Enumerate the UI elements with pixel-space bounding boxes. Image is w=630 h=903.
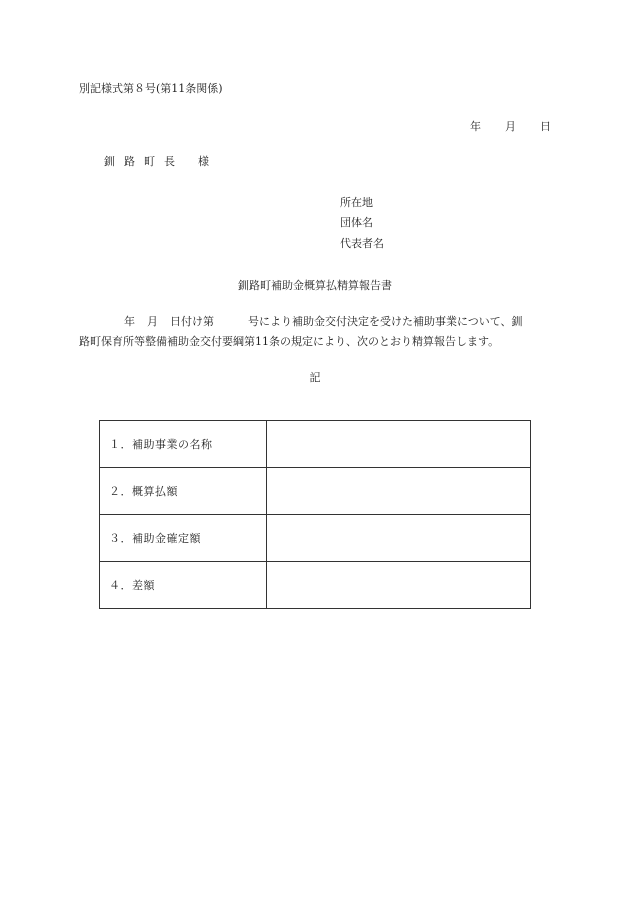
addressee-suffix: 様: [198, 155, 218, 168]
row-label: ４．差額: [100, 562, 267, 609]
body-year: 年: [124, 315, 135, 328]
row-label: １．補助事業の名称: [100, 421, 267, 468]
sender-group-label: 団体名: [340, 216, 373, 229]
addressee-name: 釧路町長: [104, 155, 184, 168]
sender-address-label: 所在地: [340, 196, 373, 209]
items-table: [99, 420, 531, 609]
document-title: 釧路町補助金概算払精算報告書: [238, 279, 392, 292]
table-row: [100, 562, 531, 609]
table-row: [100, 421, 531, 468]
date-year-label: 年: [470, 120, 481, 133]
row-value-field[interactable]: [267, 468, 531, 515]
ki-heading: 記: [309, 371, 321, 384]
row-value-field[interactable]: [267, 421, 531, 468]
date-day-label: 日: [540, 120, 551, 133]
table-row: [100, 515, 531, 562]
row-label: ３．補助金確定額: [100, 515, 267, 562]
date-month-label: 月: [505, 120, 516, 133]
form-number: 別記様式第８号(第11条関係): [79, 82, 223, 95]
body-number-part: 号により補助金交付決定を受けた補助事業について、釧: [248, 315, 523, 328]
sender-representative-label: 代表者名: [340, 237, 384, 250]
addressee: [104, 153, 218, 169]
row-label: ２．概算払額: [100, 468, 267, 515]
table-row: [100, 468, 531, 515]
body-day-part: 日付け第: [170, 315, 214, 328]
body-line-1: [79, 312, 551, 332]
row-value-field[interactable]: [267, 515, 531, 562]
body-line-2: 路町保育所等整備補助金交付要綱第11条の規定により、次のとおり精算報告します。: [79, 335, 500, 348]
row-value-field[interactable]: [267, 562, 531, 609]
body-text: [79, 312, 551, 352]
date-line: [470, 118, 551, 134]
body-month: 月: [147, 315, 158, 328]
